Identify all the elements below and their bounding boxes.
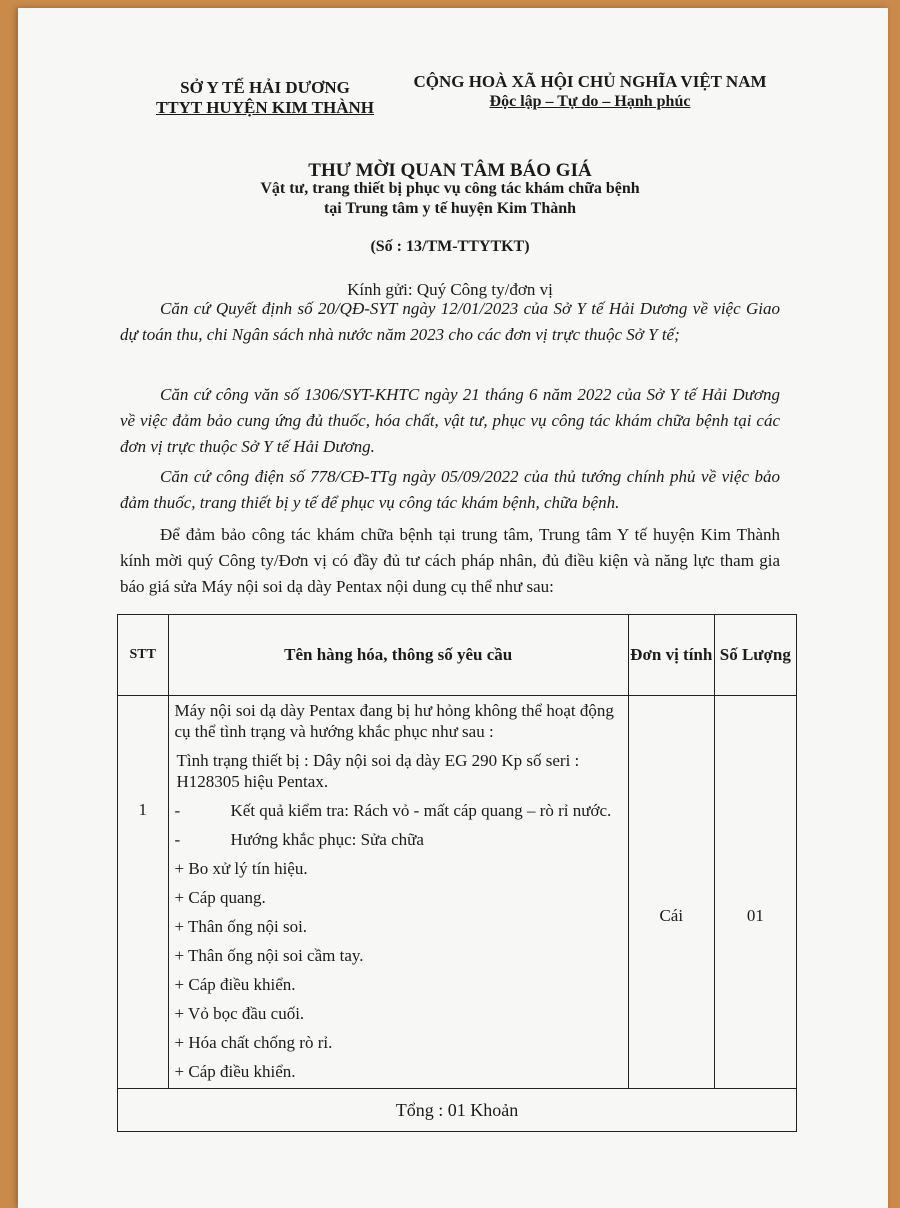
document-subtitle-1: Vật tư, trang thiết bị phục vụ công tác khám chữa bệnh (260, 180, 640, 197)
repair-item: + Cáp điều khiển. (174, 975, 296, 994)
document-title: THƯ MỜI QUAN TÂM BÁO GIÁ (308, 160, 592, 181)
quotation-table (117, 614, 797, 1132)
paragraph-legal-basis-3: Căn cứ công điện số 778/CĐ-TTg ngày 05/09/2022 của thủ tướng chính phủ về việc bảo đảm thuốc, trang thiết bị y tế để phục vụ công tác khám bệnh, chữa bệnh. (120, 467, 780, 512)
national-motto: Độc lập – Tự do – Hạnh phúc (489, 93, 691, 110)
issuing-agency (150, 78, 380, 118)
item-check-result: - Kết quả kiểm tra: Rách vỏ - mất cáp quang – rò rỉ nước. (174, 801, 612, 820)
paragraph-legal-basis-1: Căn cứ Quyết định số 20/QĐ-SYT ngày 12/01/2023 của Sở Y tế Hải Dương về việc Giao dự toán thu, chi Ngân sách nhà nước năm 2023 cho các đơn vị trực thuộc Sở Y tế; (120, 299, 780, 344)
document-number: (Số : 13/TM-TTYTKT) (370, 238, 530, 255)
national-header (395, 72, 785, 112)
row-unit: Cái (628, 696, 714, 1089)
repair-item: + Cáp điều khiển. (174, 1062, 296, 1081)
table-header-row (118, 615, 797, 696)
repair-item: + Cáp quang. (174, 888, 266, 907)
repair-item: + Hóa chất chống rò rỉ. (174, 1033, 333, 1052)
repair-item: + Thân ống nội soi. (174, 917, 308, 936)
document-subtitle-2: tại Trung tâm y tế huyện Kim Thành (323, 200, 577, 217)
greeting: Kính gửi: Quý Công ty/đơn vị (347, 280, 553, 299)
agency-line-2: TTYT HUYỆN KIM THÀNH (155, 98, 375, 117)
header-item-name: Tên hàng hóa, thông số yêu cầu (168, 615, 628, 696)
table-total-row (118, 1089, 797, 1132)
nation-name: CỘNG HOÀ XÃ HỘI CHỦ NGHĨA VIỆT NAM (413, 72, 767, 91)
table-row (118, 696, 797, 1089)
header-unit: Đơn vị tính (628, 615, 714, 696)
header-quantity: Số Lượng (714, 615, 796, 696)
paragraph-invitation: Để đảm bảo công tác khám chữa bệnh tại trung tâm, Trung tâm Y tế huyện Kim Thành kính mời quý Công ty/Đơn vị có đầy đủ tư cách pháp nhân, đủ điều kiện và năng lực tham gia báo giá sửa Máy nội soi dạ dày Pentax nội dung cụ thể như sau: (120, 525, 780, 596)
paragraph-legal-basis-2: Căn cứ công văn số 1306/SYT-KHTC ngày 21 tháng 6 năm 2022 của Sở Y tế Hải Dương về việc đảm bảo cung ứng đủ thuốc, hóa chất, vật tư, phục vụ công tác khám chữa bệnh tại các đơn vị trực thuộc Sở Y tế Hải Dương. (120, 385, 780, 456)
repair-item: + Thân ống nội soi cầm tay. (174, 946, 364, 965)
item-status: Tình trạng thiết bị : Dây nội soi dạ dày EG 290 Kp số seri : H128305 hiệu Pentax. (176, 751, 580, 791)
repair-item: + Vỏ bọc đầu cuối. (174, 1004, 305, 1023)
item-fix-direction: - Hướng khắc phục: Sửa chữa (174, 830, 424, 849)
row-description (168, 696, 628, 1089)
row-stt: 1 (118, 696, 169, 1089)
agency-line-1: SỞ Y TẾ HẢI DƯƠNG (180, 78, 350, 97)
header-stt: STT (118, 615, 169, 696)
table-total: Tổng : 01 Khoản (118, 1089, 797, 1132)
item-intro: Máy nội soi dạ dày Pentax đang bị hư hỏng không thể hoạt động cụ thể tình trạng và hướng khắc phục như sau : (174, 701, 614, 741)
repair-item: + Bo xử lý tín hiệu. (174, 859, 308, 878)
row-quantity: 01 (714, 696, 796, 1089)
